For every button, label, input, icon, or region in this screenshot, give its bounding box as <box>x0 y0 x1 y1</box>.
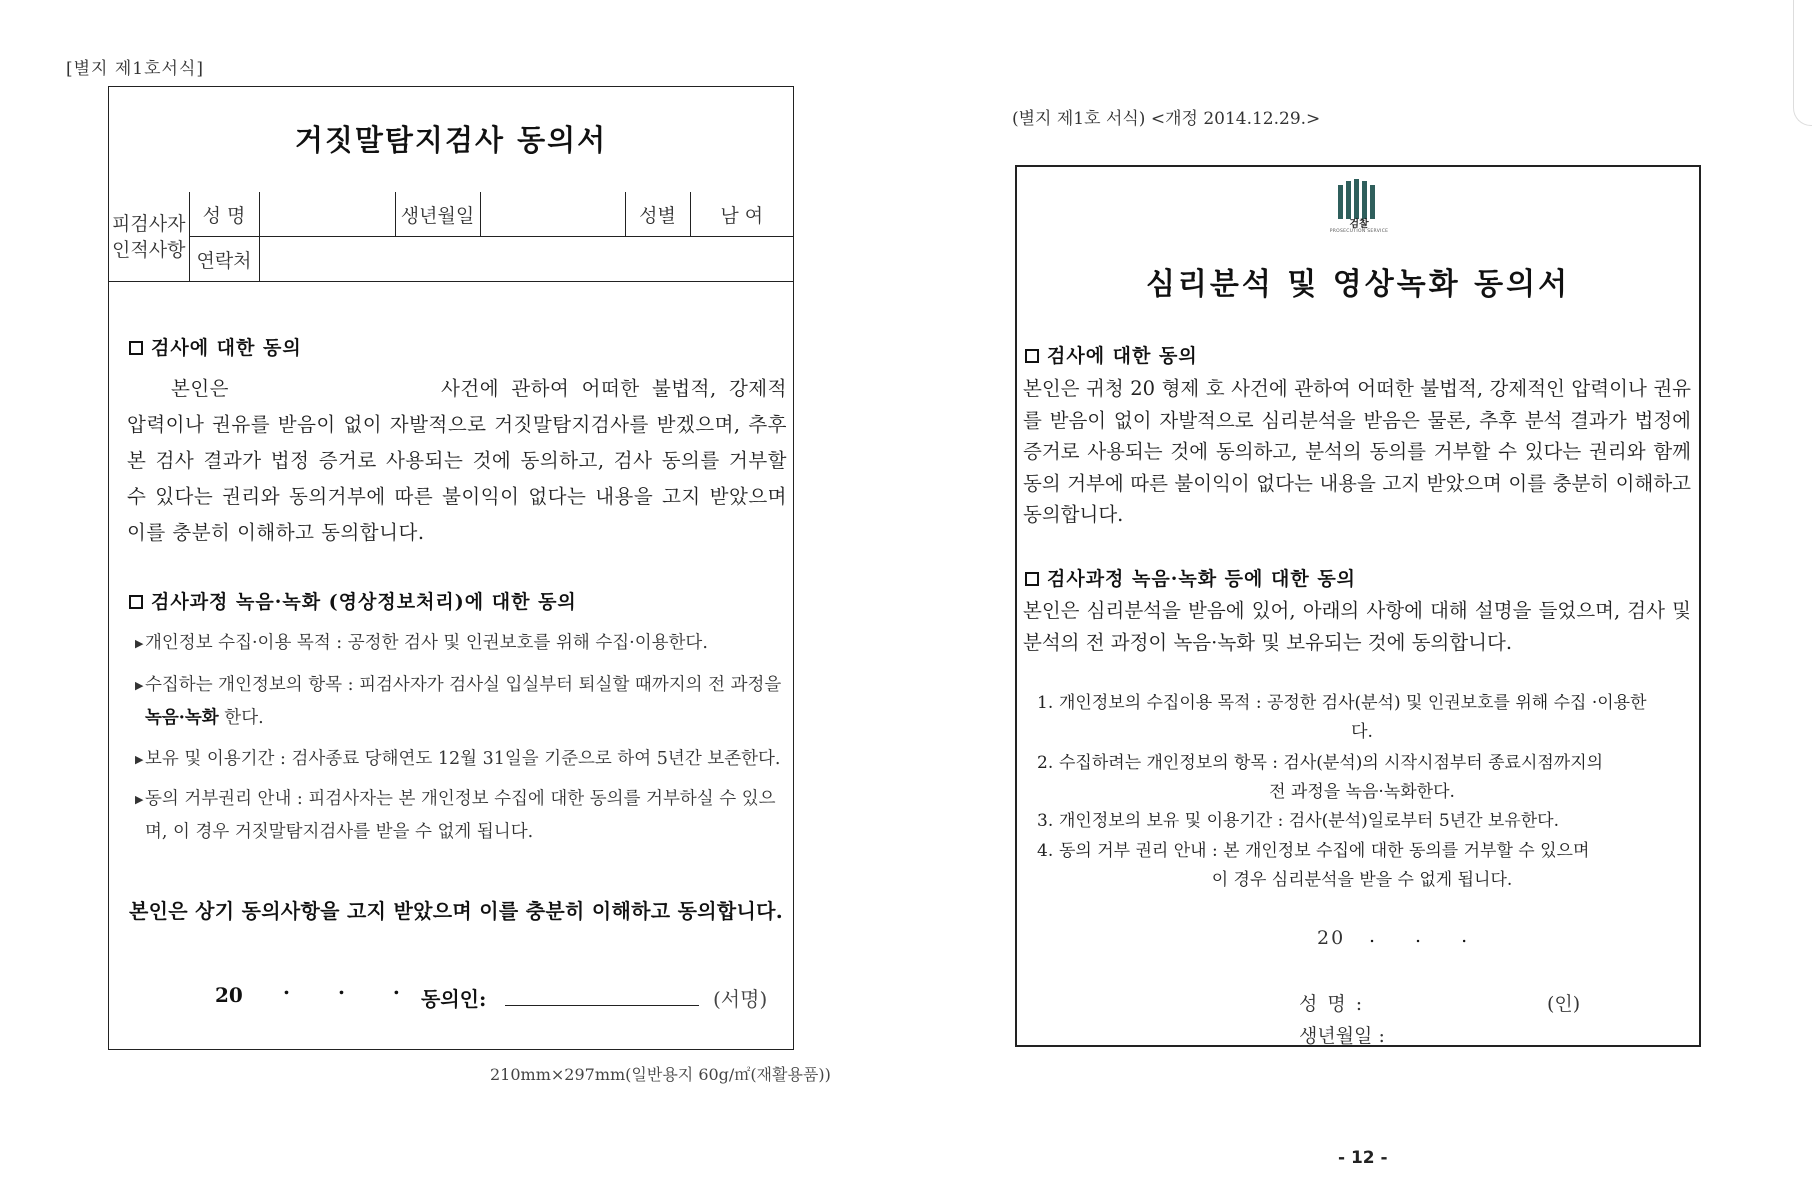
birth-label: 생년월일 <box>395 192 480 237</box>
triangle-bullet-icon: ▶ <box>135 753 144 766</box>
sex-options[interactable]: 남 여 <box>690 192 793 237</box>
left-section-recording-consent-head: 검사과정 녹음·녹화 (영상정보처리)에 대한 동의 <box>129 587 577 614</box>
checkbox-icon <box>1025 572 1039 586</box>
right-birth-label: 생년월일 : <box>1299 1025 1385 1047</box>
page-corner-decoration <box>1793 0 1812 126</box>
right-seal-label: (인) <box>1547 993 1581 1015</box>
name-cell[interactable] <box>259 192 395 237</box>
triangle-bullet-icon: ▶ <box>135 793 144 806</box>
date-year: 20 <box>215 983 243 1007</box>
lie-detector-consent-form <box>108 86 794 1050</box>
left-form-reference: [별지 제1호서식] <box>66 59 205 79</box>
right-form-reference: (별지 제1호 서식) <개정 2014.12.29.> <box>1012 109 1321 129</box>
birth-cell[interactable] <box>480 192 625 237</box>
left-section-exam-consent-body: 본인은 사건에 관하여 어떠한 불법적, 강제적 압력이나 권유를 받음이 없이 자발적으로 거짓말탐지검사를 받겠으며, 추후 본 검사 결과가 법정 증거로 사용되는 것에 동의하고, 검사 동의를 거부할 수 있다는 권리와 동의거부에 따른 불이익이 없다는 내용을 고지 받았으며 이를 충분히 이해하고 동의합니다. <box>127 377 787 544</box>
right-section-recording-consent-head: 검사과정 녹음·녹화 등에 대한 동의 <box>1025 564 1356 591</box>
left-section-exam-consent-head: 검사에 대한 동의 <box>129 333 302 360</box>
consenter-label: 동의인: <box>421 987 487 1011</box>
contact-cell[interactable] <box>259 237 793 282</box>
signature-label: (서명) <box>713 987 768 1011</box>
right-date-year: 20 <box>1317 927 1346 949</box>
left-closing-statement: 본인은 상기 동의사항을 고지 받았으며 이를 충분히 이해하고 동의합니다. <box>129 899 783 923</box>
sex-label: 성별 <box>625 192 690 237</box>
numbered-item-retention: 3. 개인정보의 보유 및 이용기간 : 검사(분석)일로부터 5년간 보유한다. <box>1037 811 1560 831</box>
logo-name: 검찰 <box>1349 219 1369 230</box>
right-date-dots: ... <box>1369 925 1508 947</box>
signature-line[interactable] <box>505 1005 699 1006</box>
subject-info-table <box>109 192 793 282</box>
triangle-bullet-icon: ▶ <box>135 679 144 692</box>
right-section-exam-consent-head: 검사에 대한 동의 <box>1025 341 1198 368</box>
bullet-refusal-right: ▶ 동의 거부권리 안내 : 피검사자는 본 개인정보 수집에 대한 동의를 거부하실 수 있으며, 이 경우 거짓말탐지검사를 받을 수 없게 됩니다. <box>145 783 785 849</box>
page-number: - 12 - <box>1338 1148 1388 1168</box>
contact-label: 연락처 <box>189 237 259 282</box>
right-section-recording-consent-body: 본인은 심리분석을 받음에 있어, 아래의 사항에 대해 설명을 들었으며, 검사 및 분석의 전 과정이 녹음·녹화 및 보유되는 것에 동의합니다. <box>1023 599 1691 654</box>
bullet-items: ▶ 수집하는 개인정보의 항목 : 피검사자가 검사실 입실부터 퇴실할 때까지의 전 과정을 녹음·녹화 한다. <box>145 669 785 735</box>
bullet-purpose: ▶ 개인정보 수집·이용 목적 : 공정한 검사 및 인권보호를 위해 수집·이용한다. <box>145 627 785 660</box>
checkbox-icon <box>129 595 143 609</box>
left-form-title: 거짓말탐지검사 동의서 <box>294 123 608 157</box>
right-section-exam-consent-body: 본인은 귀청 20 형제 호 사건에 관하여 어떠한 불법적, 강제적인 압력이나 권유를 받음이 없이 자발적으로 심리분석을 받음은 물론, 추후 분석 결과가 법정에 증거로 사용되는 것에 동의하고, 분석의 동의를 거부할 수 있다는 권리와 함께 동의 거부에 따른 불이익이 없다는 내용을 고지 받았으며 이를 충분히 이해하고 동의합니다. <box>1023 377 1691 526</box>
name-label: 성 명 <box>189 192 259 237</box>
right-name-label: 성 명 : <box>1299 993 1365 1015</box>
paper-size-note: 210mm×297mm(일반용지 60g/㎡(재활용품)) <box>490 1065 831 1084</box>
numbered-item-purpose: 1. 개인정보의 수집이용 목적 : 공정한 검사(분석) 및 인권보호를 위해 수집 ·이용한 다. <box>1037 693 1647 742</box>
date-dots: ... <box>283 975 448 999</box>
right-form-title: 심리분석 및 영상녹화 동의서 <box>1145 267 1571 302</box>
bullet-retention: ▶ 보유 및 이용기간 : 검사종료 당해연도 12월 31일을 기준으로 하여 5년간 보존한다. <box>145 743 785 776</box>
numbered-item-scope: 2. 수집하려는 개인정보의 항목 : 검사(분석)의 시작시점부터 종료시점까지의 전 과정을 녹음·녹화한다. <box>1037 753 1604 802</box>
checkbox-icon <box>1025 349 1039 363</box>
subject-info-row-head: 피검사자 인적사항 <box>109 192 189 282</box>
left-date-sign-row <box>215 975 775 1013</box>
triangle-bullet-icon: ▶ <box>135 637 144 650</box>
checkbox-icon <box>129 341 143 355</box>
logo-subtitle: PROSECUTION SERVICE <box>1329 229 1389 234</box>
psych-analysis-consent-form <box>1015 165 1701 1047</box>
numbered-item-refusal: 4. 동의 거부 권리 안내 : 본 개인정보 수집에 대한 동의를 거부할 수 있으며 이 경우 심리분석을 받을 수 없게 됩니다. <box>1037 841 1590 890</box>
